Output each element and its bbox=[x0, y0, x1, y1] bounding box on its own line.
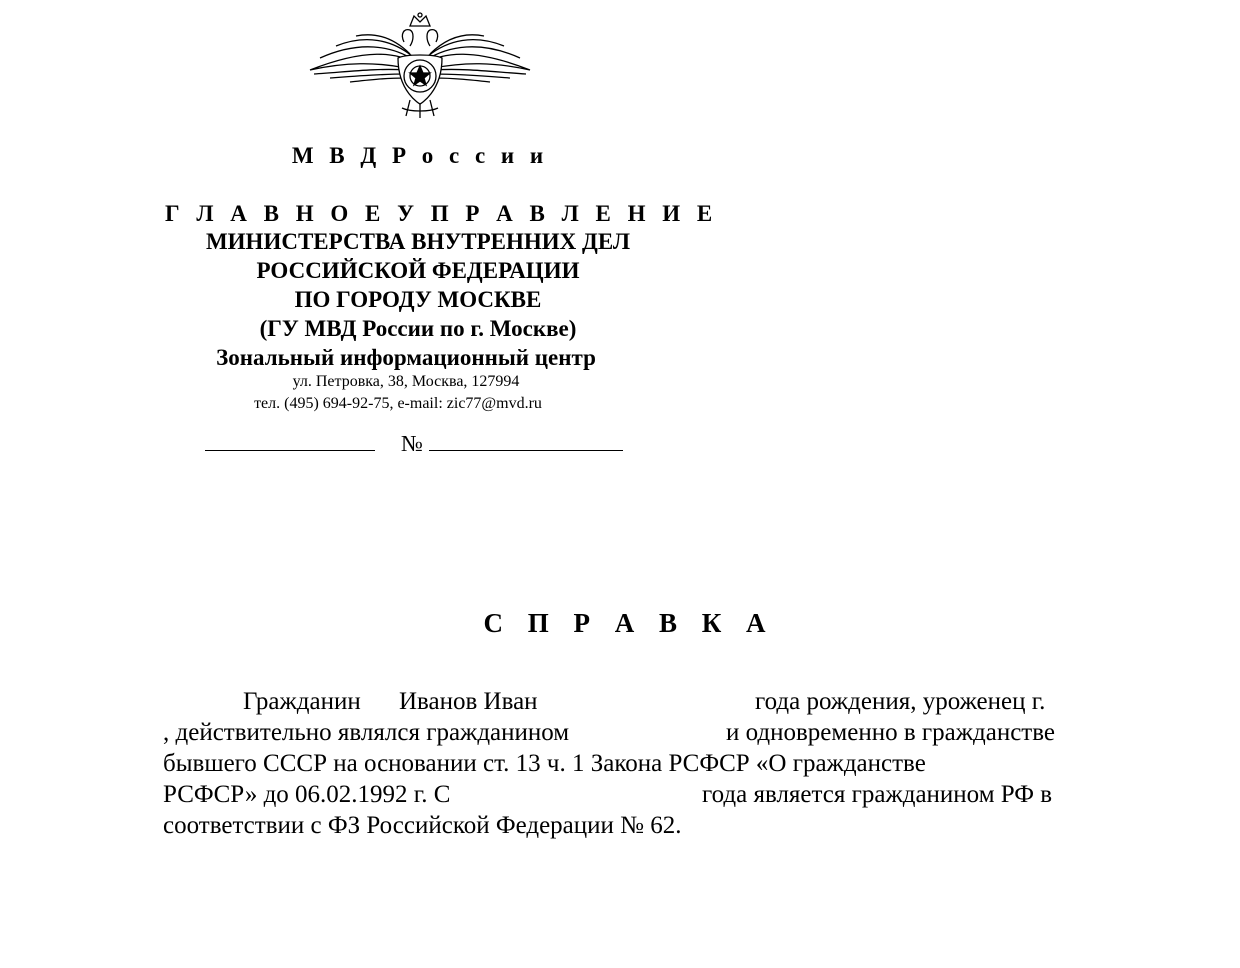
body-line-3 bbox=[163, 748, 1093, 779]
document-title: С П Р А В К А bbox=[483, 608, 775, 638]
department-line-4: ПО ГОРОДУ МОСКВЕ bbox=[294, 287, 542, 312]
body-line-1-part-b: Иванов Иван bbox=[399, 688, 538, 715]
body-line-4-part-a: РСФСР» до 06.02.1992 г. С bbox=[163, 781, 451, 808]
date-blank bbox=[205, 428, 375, 451]
body-line-2 bbox=[163, 717, 1093, 748]
number-sign: № bbox=[401, 431, 423, 456]
address: ул. Петровка, 38, Москва, 127994 bbox=[292, 373, 520, 390]
body-line-1 bbox=[163, 686, 1093, 717]
department-line-1: Г Л А В Н О Е У П Р А В Л Е Н И Е bbox=[165, 201, 718, 226]
body-line-4-part-b: года является гражданином РФ в bbox=[702, 781, 1053, 808]
body-line-5 bbox=[163, 810, 1093, 841]
contacts: тел. (495) 694-92-75, e-mail: zic77@mvd.ru bbox=[254, 395, 542, 412]
registration-line bbox=[205, 428, 623, 457]
department-line-3: РОССИЙСКОЙ ФЕДЕРАЦИИ bbox=[256, 258, 580, 283]
body-line-4 bbox=[163, 779, 1093, 810]
ministry-name: М В Д Р о с с и и bbox=[291, 143, 549, 168]
body-line-1-part-c: года рождения, уроженец г. bbox=[755, 688, 1046, 715]
department-line-2: МИНИСТЕРСТВА ВНУТРЕННИХ ДЕЛ bbox=[205, 229, 631, 254]
center-name: Зональный информационный центр bbox=[216, 345, 596, 370]
body-line-1-part-a: Гражданин bbox=[243, 688, 361, 715]
mvd-emblem-icon bbox=[306, 12, 534, 120]
number-blank bbox=[429, 428, 623, 451]
body-line-2-part-b: и одновременно в гражданстве bbox=[726, 719, 1055, 746]
body-line-2-part-a: , действительно являлся гражданином bbox=[163, 719, 570, 746]
department-line-5: (ГУ МВД России по г. Москве) bbox=[259, 316, 577, 341]
body-line-5-text: соответствии с ФЗ Российской Федерации № 62. bbox=[163, 812, 682, 839]
body-line-3-text: бывшего СССР на основании ст. 13 ч. 1 Закона РСФСР «О гражданстве bbox=[163, 750, 926, 777]
